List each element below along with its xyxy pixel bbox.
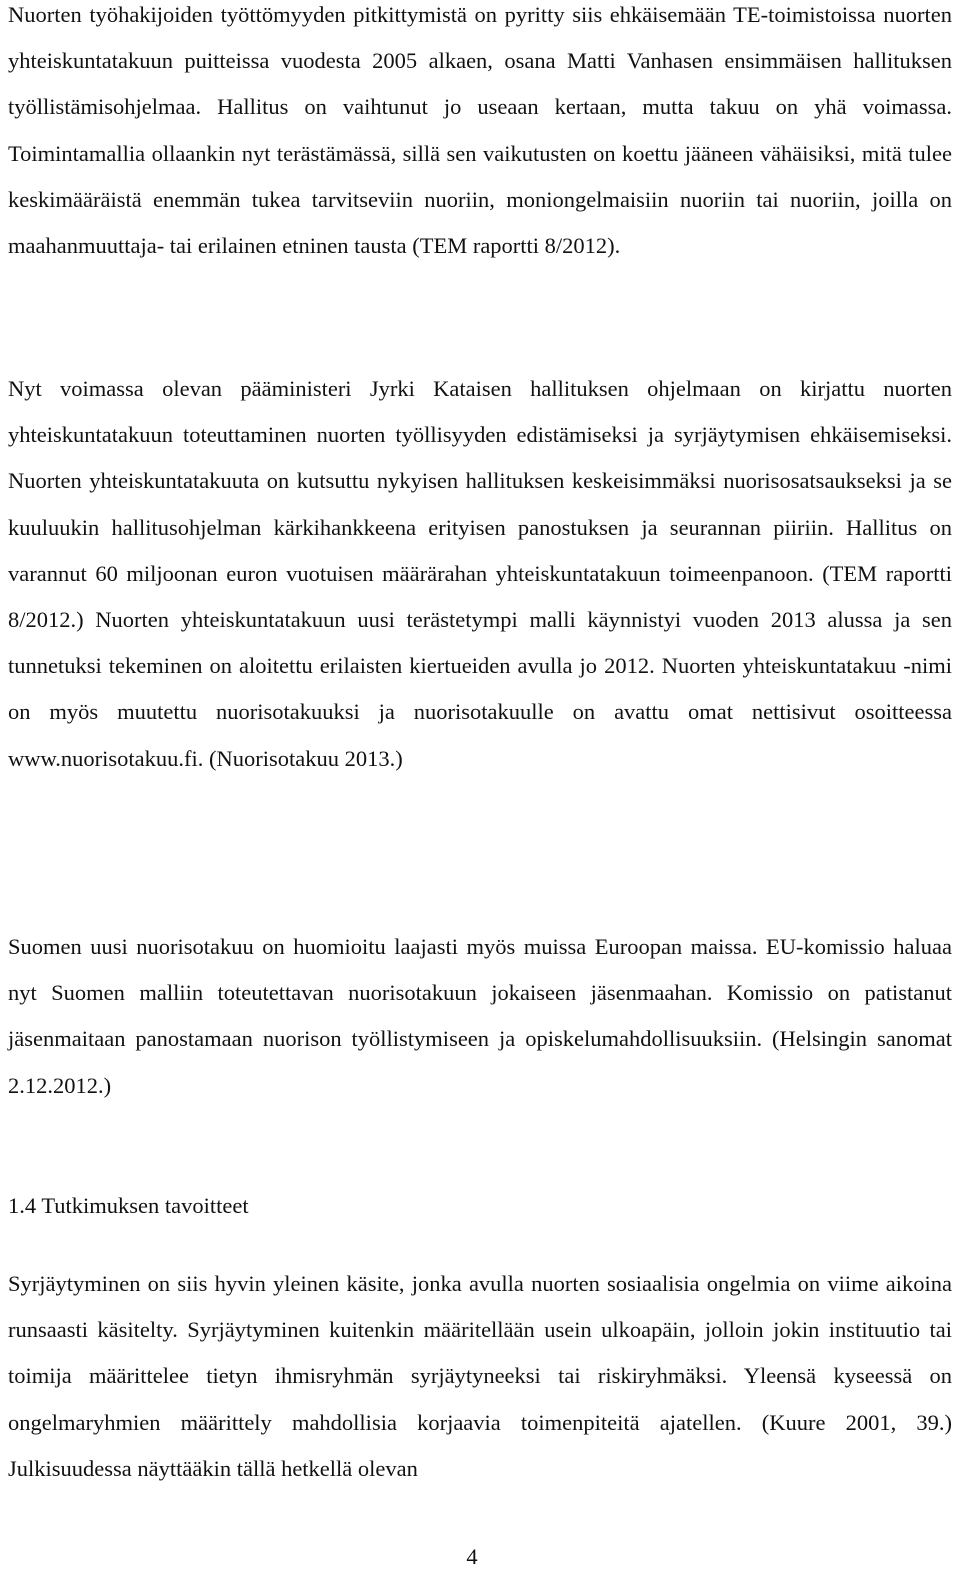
page-number: 4 [466,1544,478,1569]
paragraph-government-programme: Nyt voimassa olevan pääministeri Jyrki Kataisen hallituksen ohjelmaan on kirjattu nuorten yhteiskuntatakuun toteuttaminen nuorten työllisyyden edistämiseksi ja syrjäytymisen ehkäisemiseksi. Nuorten yhteiskuntatakuuta on kutsuttu nykyisen hallituksen keskeisimmäksi nuorisosatsaukseksi ja se kuuluukin hallitusohjelman kärkihankkeena erityisen panostuksen ja seurannan piiriin. Hallitus on varannut 60 miljoonan euron vuotuisen määrärahan yhteiskuntatakuun toimeenpanoon. (TEM raportti 8/2012.) Nuorten yhteiskuntatakuun uusi terästetympi malli käynnistyi vuoden 2013 alussa ja sen tunnetuksi tekeminen on aloitettu erilaisten kiertueiden avulla jo 2012. Nuorten yhteiskuntatakuu -nimi on myös muutettu nuorisotakuuksi ja nuorisotakuulle on avattu omat nettisivut osoitteessa www.nuorisotakuu.fi. (Nuorisotakuu 2013.) [8,376,952,771]
paragraph-eu-interest: Suomen uusi nuorisotakuu on huomioitu laajasti myös muissa Euroopan maissa. EU-komissio haluaa nyt Suomen malliin toteutettavan nuorisotakuun jokaiseen jäsenmaahan. Komissio on patistanut jäsenmaitaan panostamaan nuorison työllistymiseen ja opiskelumahdollisuuksiin. (Helsingin sanomat 2.12.2012.) [8,934,952,1098]
paragraph-youth-guarantee-background: Nuorten työhakijoiden työttömyyden pitkittymistä on pyritty siis ehkäisemään TE-toimistoissa nuorten yhteiskuntatakuun puitteissa vuodesta 2005 alkaen, osana Matti Vanhasen ensimmäisen hallituksen työllistämisohjelmaa. Hallitus on vaihtunut jo useaan kertaan, mutta takuu on yhä voimassa. Toimintamallia ollaankin nyt terästämässä, sillä sen vaikutusten on koettu jääneen vähäisiksi, mitä tulee keskimääräistä enemmän tukea tarvitseviin nuoriin, moniongelmaisiin nuoriin tai nuoriin, joilla on maahanmuuttaja- tai erilainen etninen tausta (TEM raportti 8/2012). [8,2,952,259]
paragraph-exclusion-definition: Syrjäytyminen on siis hyvin yleinen käsite, jonka avulla nuorten sosiaalisia ongelmia on viime aikoina runsaasti käsitelty. Syrjäytyminen kuitenkin määritellään usein ulkoapäin, jolloin jokin instituutio tai toimija määrittelee tietyn ihmisryhmän syrjäytyneeksi tai riskiryhmäksi. Yleensä kyseessä on ongelmaryhmien määrittely mahdollisia korjaavia toimenpiteitä ajatellen. (Kuure 2001, 39.) Julkisuudessa näyttääkin tällä hetkellä olevan [8,1271,952,1481]
section-heading: 1.4 Tutkimuksen tavoitteet [8,1193,249,1218]
